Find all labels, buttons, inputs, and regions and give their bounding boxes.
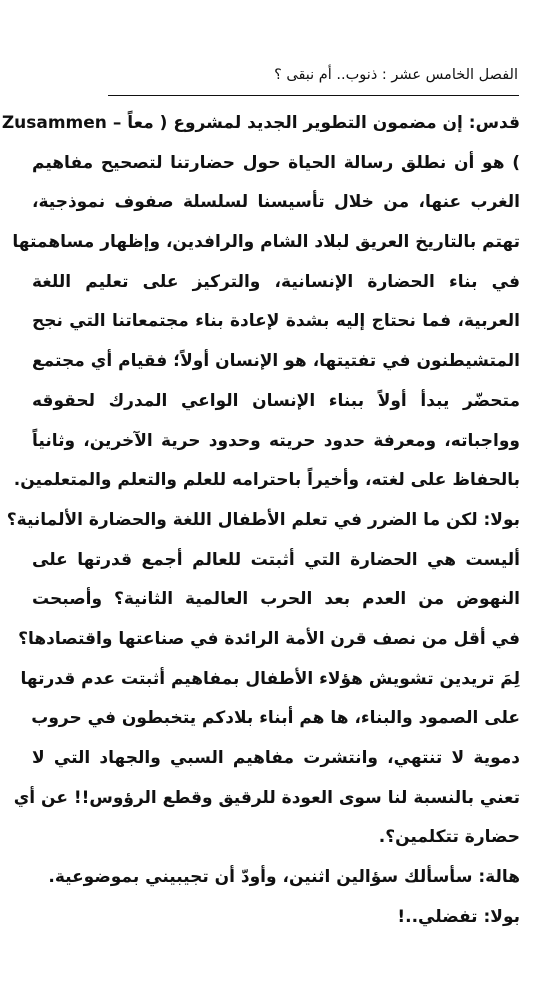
text-line: بالحفاظ على لغته، وأخيراً باحترامه للعلم والتعلم والمتعلمين. [13,470,520,491]
running-header: الفصل الخامس عشر : ذنوب.. أم نبقى ؟ [274,67,518,83]
text-line: بولا: لكن ما الضرر في تعلم الأطفال اللغة والحضارة الألمانية؟ [6,509,520,530]
text-line: هالة: سأسألك سؤالين اثنين، وأودّ أن تجيبيني بموضوعية. [48,867,520,888]
text-line: بولا: تفضلي..! [397,906,520,927]
header-rule [108,95,519,96]
text-line: ) هو أن نطلق رسالة الحياة حول حضارتنا لتصحيح مفاهيم [32,152,520,173]
text-line: أليست هي الحضارة التي أثبتت للعالم أجمع قدرتها على [32,549,520,570]
text-line: قدس: إن مضمون التطوير الجديد لمشروع ( معاً – Zusammen [1,113,520,133]
text-line: العربية، فما نحتاج إليه بشدة لإعادة بناء مجتمعاتنا التي نجح [32,311,520,332]
text-line: حضارة تتكلمين؟. [378,827,520,848]
text-line: دموية لا تنتهي، وانتشرت مفاهيم السبي والجهاد التي لا [32,748,520,768]
text-line: لِمَ تريدين تشويش هؤلاء الأطفال بمفاهيم أثبتت عدم قدرتها [20,668,520,689]
text-line: وواجباته، ومعرفة حدود حريته وحدود حرية الآخرين، وثانياً [32,430,520,451]
body-text [1,104,520,937]
text-line: الغرب عنها، من خلال تأسيسنا لسلسلة صفوف نموذجية، [32,192,520,213]
text-line: تعني بالنسبة لنا سوى العودة للرقيق وقطع الرؤوس!! عن أي [13,787,520,808]
text-line: في بناء الحضارة الإنسانية، والتركيز على تعليم اللغة [32,271,520,292]
text-line: تهتم بالتاريخ العريق لبلاد الشام والرافدين، وإظهار مساهمتها [12,232,520,253]
text-line: المتشيطنون في تفتيتها، هو الإنسان أولاً؛ فقيام أي مجتمع [32,351,520,372]
text-line: في أقل من نصف قرن الأمة الرائدة في صناعتها واقتصادها؟ [18,628,520,649]
text-line: متحضّر يبدأ أولاً ببناء الإنسان الواعي المدرك لحقوقه [32,390,520,411]
text-line: على الصمود والبناء، ها هم أبناء بلادكم يتخبطون في حروب [31,708,520,729]
text-line: النهوض من العدم بعد الحرب العالمية الثانية؟ وأصبحت [32,589,520,610]
